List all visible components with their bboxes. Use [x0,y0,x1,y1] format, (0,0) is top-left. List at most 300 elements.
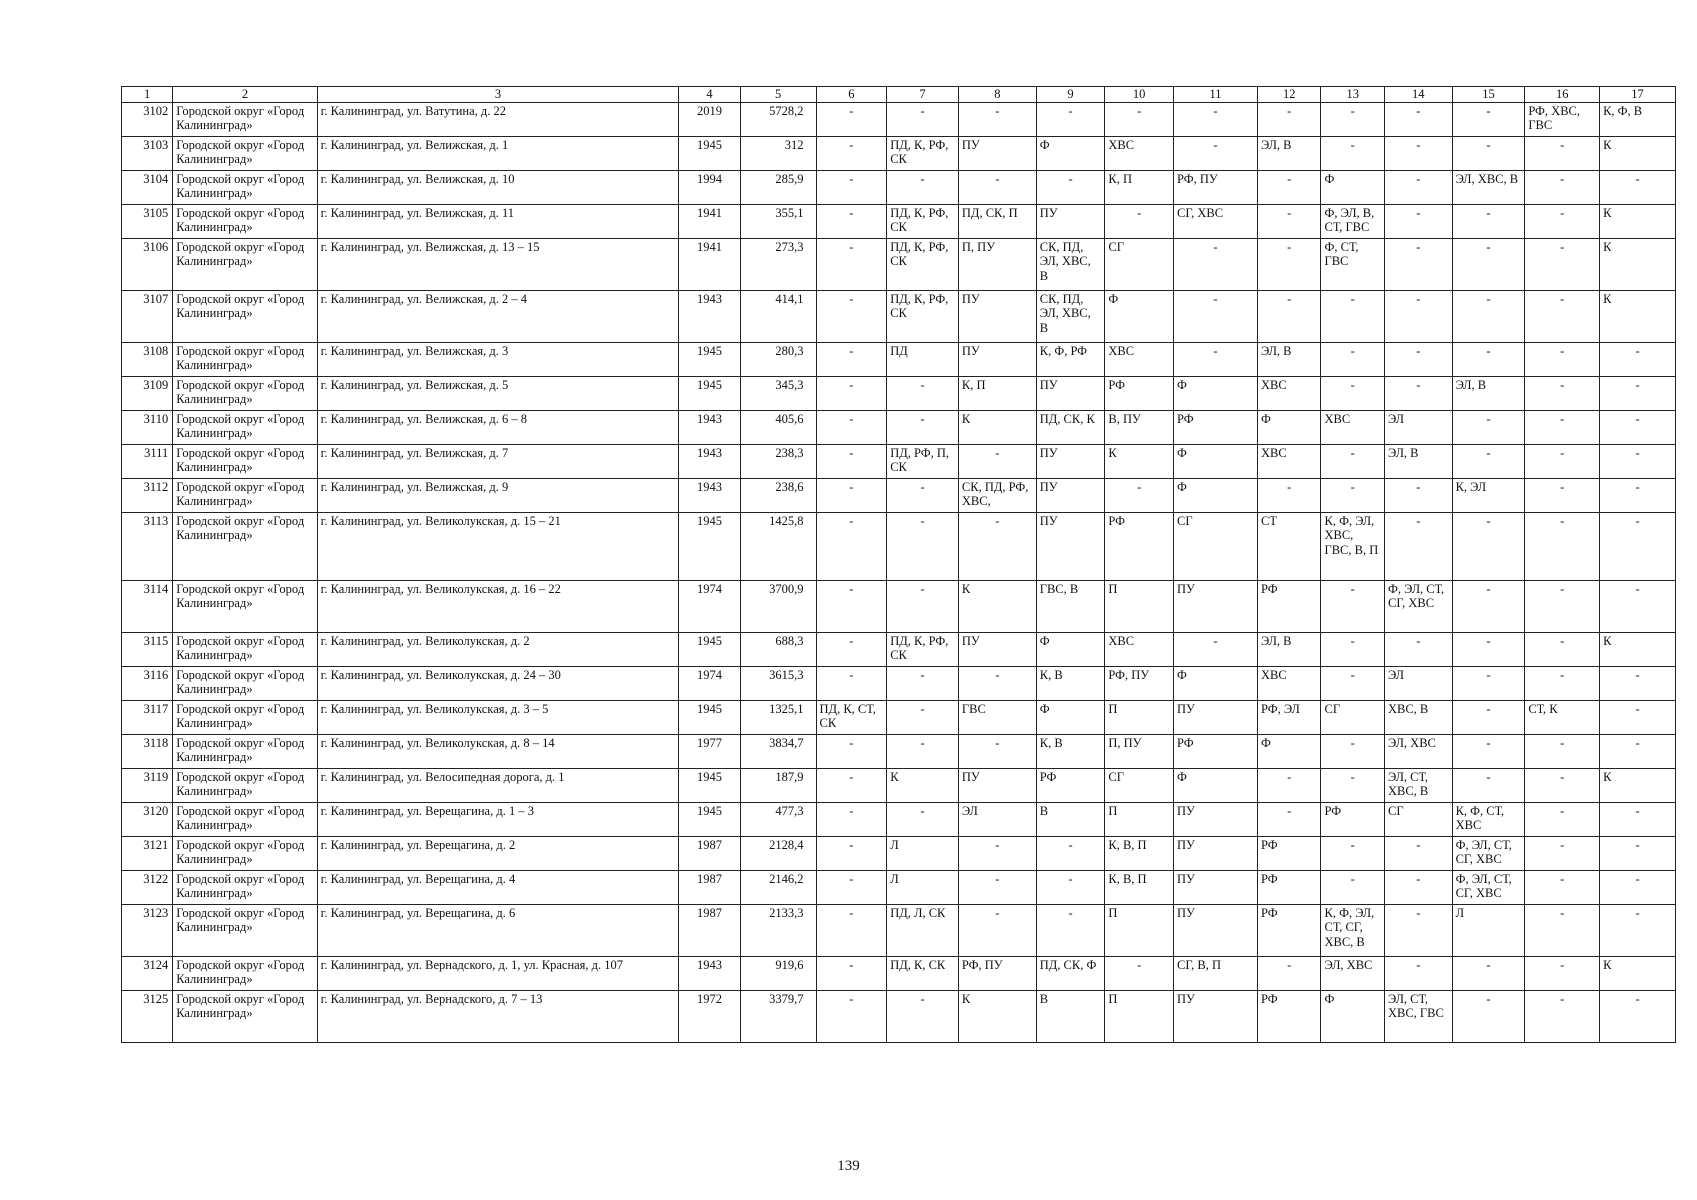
col12-cell: СТ [1257,512,1321,580]
col17-cell: - [1600,170,1676,204]
col16-cell: - [1525,444,1600,478]
col6-cell: - [816,290,887,342]
address-cell: г. Калининград, ул. Великолукская, д. 8 – 14 [317,734,679,768]
table-row [122,802,1676,836]
district-cell: Городской округ «Город Калининград» [173,444,317,478]
col14-cell: ЭЛ, ХВС [1384,734,1452,768]
col9-cell: ПУ [1036,204,1105,238]
address-cell: г. Калининград, ул. Велижская, д. 9 [317,478,679,512]
row-number: 3109 [122,376,173,410]
col6-cell: - [816,410,887,444]
col9-cell: - [1036,836,1105,870]
col16-cell: - [1525,836,1600,870]
col15-cell: - [1452,444,1525,478]
column-header-7: 7 [887,87,959,103]
row-number: 3115 [122,632,173,666]
col9-cell: - [1036,904,1105,956]
col8-cell: ПУ [958,136,1036,170]
col14-cell: - [1384,170,1452,204]
col9-cell: СК, ПД, ЭЛ, ХВС, В [1036,238,1105,290]
row-number: 3103 [122,136,173,170]
table-row [122,768,1676,802]
col15-cell: - [1452,102,1525,136]
col15-cell: - [1452,410,1525,444]
col17-cell: К, Ф, В [1600,102,1676,136]
col12-cell: ХВС [1257,666,1321,700]
address-cell: г. Калининград, ул. Великолукская, д. 24 – 30 [317,666,679,700]
housing-register-table [121,86,1676,1043]
col14-cell: - [1384,238,1452,290]
col6-cell: - [816,632,887,666]
col11-cell: Ф [1173,768,1257,802]
column-header-12: 12 [1257,87,1321,103]
year-cell: 1943 [679,290,740,342]
col7-cell: - [887,700,959,734]
row-number: 3111 [122,444,173,478]
col17-cell: - [1600,904,1676,956]
col14-cell: - [1384,904,1452,956]
year-cell: 1945 [679,700,740,734]
year-cell: 1945 [679,632,740,666]
table-row [122,956,1676,990]
address-cell: г. Калининград, ул. Велижская, д. 5 [317,376,679,410]
address-cell: г. Калининград, ул. Велижская, д. 13 – 15 [317,238,679,290]
row-number: 3106 [122,238,173,290]
col15-cell: - [1452,512,1525,580]
col11-cell: - [1173,238,1257,290]
table-row [122,512,1676,580]
col14-cell: - [1384,632,1452,666]
table-row [122,478,1676,512]
column-header-2: 2 [173,87,317,103]
row-number: 3104 [122,170,173,204]
area-cell: 3615,3 [740,666,816,700]
col6-cell: - [816,238,887,290]
year-cell: 1987 [679,870,740,904]
col17-cell: - [1600,376,1676,410]
col11-cell: ПУ [1173,904,1257,956]
table-row [122,444,1676,478]
col10-cell: К, В, П [1105,870,1174,904]
area-cell: 2128,4 [740,836,816,870]
col8-cell: К, П [958,376,1036,410]
column-header-15: 15 [1452,87,1525,103]
col12-cell: ЭЛ, В [1257,632,1321,666]
table-row [122,666,1676,700]
district-cell: Городской округ «Город Калининград» [173,580,317,632]
col7-cell: ПД, К, СК [887,956,959,990]
column-header-16: 16 [1525,87,1600,103]
col8-cell: К [958,580,1036,632]
col13-cell: - [1321,102,1385,136]
col11-cell: ПУ [1173,580,1257,632]
col10-cell: П [1105,904,1174,956]
area-cell: 1325,1 [740,700,816,734]
col12-cell: ЭЛ, В [1257,136,1321,170]
year-cell: 1945 [679,768,740,802]
col13-cell: - [1321,136,1385,170]
col7-cell: К [887,768,959,802]
col10-cell: П [1105,700,1174,734]
col14-cell: - [1384,836,1452,870]
column-header-10: 10 [1105,87,1174,103]
col7-cell: ПД, К, РФ, СК [887,632,959,666]
col12-cell: - [1257,768,1321,802]
col9-cell: К, В [1036,666,1105,700]
table-row [122,238,1676,290]
col6-cell: - [816,102,887,136]
col16-cell: - [1525,956,1600,990]
col12-cell: - [1257,956,1321,990]
col11-cell: СГ, ХВС [1173,204,1257,238]
district-cell: Городской округ «Город Калининград» [173,802,317,836]
col10-cell: П [1105,802,1174,836]
col16-cell: - [1525,768,1600,802]
col16-cell: РФ, ХВС, ГВС [1525,102,1600,136]
col8-cell: К [958,410,1036,444]
year-cell: 1943 [679,444,740,478]
col12-cell: РФ [1257,836,1321,870]
address-cell: г. Калининград, ул. Велосипедная дорога, д. 1 [317,768,679,802]
area-cell: 3700,9 [740,580,816,632]
col10-cell: СГ [1105,238,1174,290]
col17-cell: - [1600,342,1676,376]
col11-cell: - [1173,632,1257,666]
col12-cell: ЭЛ, В [1257,342,1321,376]
column-header-11: 11 [1173,87,1257,103]
district-cell: Городской округ «Город Калининград» [173,410,317,444]
col6-cell: - [816,444,887,478]
col7-cell: - [887,666,959,700]
column-header-4: 4 [679,87,740,103]
address-cell: г. Калининград, ул. Великолукская, д. 15 – 21 [317,512,679,580]
area-cell: 919,6 [740,956,816,990]
col6-cell: - [816,136,887,170]
district-cell: Городской округ «Город Калининград» [173,734,317,768]
col14-cell: ЭЛ, СТ, ХВС, ГВС [1384,990,1452,1042]
table-row [122,836,1676,870]
district-cell: Городской округ «Город Калининград» [173,204,317,238]
area-cell: 2133,3 [740,904,816,956]
column-header-8: 8 [958,87,1036,103]
district-cell: Городской округ «Город Калининград» [173,512,317,580]
col13-cell: Ф [1321,990,1385,1042]
row-number: 3118 [122,734,173,768]
year-cell: 1994 [679,170,740,204]
col6-cell: - [816,990,887,1042]
col8-cell: СК, ПД, РФ, ХВС, [958,478,1036,512]
district-cell: Городской округ «Город Калининград» [173,768,317,802]
col10-cell: П, ПУ [1105,734,1174,768]
col14-cell: ЭЛ [1384,666,1452,700]
col8-cell: ПУ [958,342,1036,376]
address-cell: г. Калининград, ул. Велижская, д. 1 [317,136,679,170]
col10-cell: РФ [1105,376,1174,410]
district-cell: Городской округ «Город Калининград» [173,990,317,1042]
col15-cell: - [1452,290,1525,342]
col11-cell: РФ, ПУ [1173,170,1257,204]
col16-cell: - [1525,870,1600,904]
col6-cell: - [816,836,887,870]
col6-cell: - [816,802,887,836]
col17-cell: - [1600,990,1676,1042]
col15-cell: - [1452,632,1525,666]
col13-cell: - [1321,632,1385,666]
col10-cell: ХВС [1105,136,1174,170]
col16-cell: - [1525,136,1600,170]
address-cell: г. Калининград, ул. Велижская, д. 2 – 4 [317,290,679,342]
col9-cell: К, В [1036,734,1105,768]
district-cell: Городской округ «Город Калининград» [173,632,317,666]
col12-cell: - [1257,238,1321,290]
col9-cell: К, Ф, РФ [1036,342,1105,376]
col17-cell: - [1600,666,1676,700]
col11-cell: - [1173,290,1257,342]
year-cell: 1972 [679,990,740,1042]
year-cell: 1945 [679,376,740,410]
col13-cell: - [1321,734,1385,768]
col14-cell: ЭЛ, В [1384,444,1452,478]
row-number: 3124 [122,956,173,990]
col9-cell: - [1036,170,1105,204]
col14-cell: ХВС, В [1384,700,1452,734]
col12-cell: РФ, ЭЛ [1257,700,1321,734]
table-row [122,700,1676,734]
col9-cell: ПД, СК, Ф [1036,956,1105,990]
col17-cell: - [1600,444,1676,478]
col7-cell: ПД, Л, СК [887,904,959,956]
col8-cell: - [958,444,1036,478]
header-row [122,87,1676,103]
col7-cell: - [887,170,959,204]
col12-cell: ХВС [1257,376,1321,410]
col11-cell: РФ [1173,410,1257,444]
col6-cell: - [816,204,887,238]
table-row [122,342,1676,376]
col10-cell: - [1105,956,1174,990]
col9-cell: СК, ПД, ЭЛ, ХВС, В [1036,290,1105,342]
year-cell: 1945 [679,342,740,376]
col7-cell: - [887,990,959,1042]
address-cell: г. Калининград, ул. Великолукская, д. 16 – 22 [317,580,679,632]
col8-cell: - [958,904,1036,956]
col15-cell: - [1452,204,1525,238]
col9-cell: ПУ [1036,444,1105,478]
col13-cell: Ф, СТ, ГВС [1321,238,1385,290]
col10-cell: К, П [1105,170,1174,204]
row-number: 3110 [122,410,173,444]
col10-cell: ХВС [1105,342,1174,376]
col8-cell: - [958,666,1036,700]
col12-cell: РФ [1257,904,1321,956]
area-cell: 345,3 [740,376,816,410]
col10-cell: РФ [1105,512,1174,580]
col12-cell: - [1257,204,1321,238]
year-cell: 1943 [679,956,740,990]
address-cell: г. Калининград, ул. Велижская, д. 7 [317,444,679,478]
col7-cell: ПД [887,342,959,376]
col9-cell: ПУ [1036,512,1105,580]
col8-cell: ПУ [958,632,1036,666]
address-cell: г. Калининград, ул. Велижская, д. 3 [317,342,679,376]
col9-cell: В [1036,990,1105,1042]
col6-cell: - [816,870,887,904]
col6-cell: - [816,904,887,956]
col15-cell: - [1452,342,1525,376]
col9-cell: Ф [1036,136,1105,170]
col13-cell: - [1321,666,1385,700]
area-cell: 355,1 [740,204,816,238]
col8-cell: ЭЛ [958,802,1036,836]
col16-cell: - [1525,802,1600,836]
col13-cell: Ф, ЭЛ, В, СТ, ГВС [1321,204,1385,238]
col9-cell: В [1036,802,1105,836]
address-cell: г. Калининград, ул. Верещагина, д. 6 [317,904,679,956]
col16-cell: - [1525,734,1600,768]
col8-cell: - [958,836,1036,870]
col17-cell: К [1600,290,1676,342]
row-number: 3120 [122,802,173,836]
column-header-1: 1 [122,87,173,103]
col16-cell: - [1525,170,1600,204]
col14-cell: - [1384,870,1452,904]
col9-cell: ПД, СК, К [1036,410,1105,444]
table-row [122,632,1676,666]
address-cell: г. Калининград, ул. Верещагина, д. 4 [317,870,679,904]
column-header-3: 3 [317,87,679,103]
year-cell: 1945 [679,512,740,580]
col15-cell: - [1452,580,1525,632]
column-header-6: 6 [816,87,887,103]
area-cell: 187,9 [740,768,816,802]
address-cell: г. Калининград, ул. Вернадского, д. 1, ул. Красная, д. 107 [317,956,679,990]
col8-cell: - [958,170,1036,204]
col8-cell: - [958,870,1036,904]
col9-cell: - [1036,870,1105,904]
col16-cell: - [1525,204,1600,238]
col12-cell: РФ [1257,580,1321,632]
row-number: 3113 [122,512,173,580]
col7-cell: - [887,580,959,632]
area-cell: 273,3 [740,238,816,290]
district-cell: Городской округ «Город Калининград» [173,904,317,956]
col15-cell: К, ЭЛ [1452,478,1525,512]
col15-cell: ЭЛ, В [1452,376,1525,410]
col6-cell: - [816,580,887,632]
col11-cell: ПУ [1173,802,1257,836]
col15-cell: - [1452,990,1525,1042]
column-header-13: 13 [1321,87,1385,103]
col11-cell: Ф [1173,666,1257,700]
col10-cell: - [1105,478,1174,512]
area-cell: 285,9 [740,170,816,204]
area-cell: 238,6 [740,478,816,512]
column-header-17: 17 [1600,87,1676,103]
col7-cell: - [887,734,959,768]
table-row [122,870,1676,904]
col14-cell: ЭЛ, СТ, ХВС, В [1384,768,1452,802]
area-cell: 3834,7 [740,734,816,768]
col12-cell: РФ [1257,990,1321,1042]
address-cell: г. Калининград, ул. Ватутина, д. 22 [317,102,679,136]
col17-cell: - [1600,700,1676,734]
col10-cell: К, В, П [1105,836,1174,870]
district-cell: Городской округ «Город Калининград» [173,956,317,990]
area-cell: 477,3 [740,802,816,836]
district-cell: Городской округ «Город Калининград» [173,666,317,700]
district-cell: Городской округ «Город Калининград» [173,836,317,870]
col13-cell: - [1321,342,1385,376]
col8-cell: ПУ [958,768,1036,802]
year-cell: 1941 [679,238,740,290]
col10-cell: П [1105,580,1174,632]
col14-cell: - [1384,376,1452,410]
col7-cell: ПД, К, РФ, СК [887,290,959,342]
col15-cell: - [1452,734,1525,768]
col16-cell: - [1525,290,1600,342]
col16-cell: - [1525,990,1600,1042]
col12-cell: - [1257,102,1321,136]
col7-cell: ПД, К, РФ, СК [887,136,959,170]
col6-cell: - [816,376,887,410]
district-cell: Городской округ «Город Калининград» [173,700,317,734]
col14-cell: Ф, ЭЛ, СТ, СГ, ХВС [1384,580,1452,632]
row-number: 3117 [122,700,173,734]
col9-cell: ПУ [1036,376,1105,410]
col11-cell: СГ [1173,512,1257,580]
col11-cell: ПУ [1173,990,1257,1042]
col17-cell: К [1600,136,1676,170]
year-cell: 1943 [679,478,740,512]
area-cell: 2146,2 [740,870,816,904]
table-row [122,990,1676,1042]
col11-cell: ПУ [1173,870,1257,904]
col8-cell: К [958,990,1036,1042]
col17-cell: - [1600,870,1676,904]
col11-cell: РФ [1173,734,1257,768]
col6-cell: - [816,170,887,204]
col15-cell: - [1452,666,1525,700]
row-number: 3125 [122,990,173,1042]
col7-cell: - [887,478,959,512]
address-cell: г. Калининград, ул. Вернадского, д. 7 – 13 [317,990,679,1042]
col14-cell: - [1384,204,1452,238]
col11-cell: Ф [1173,478,1257,512]
column-header-5: 5 [740,87,816,103]
col11-cell: СГ, В, П [1173,956,1257,990]
col8-cell: - [958,734,1036,768]
row-number: 3112 [122,478,173,512]
year-cell: 1945 [679,136,740,170]
col9-cell: ГВС, В [1036,580,1105,632]
col17-cell: К [1600,204,1676,238]
year-cell: 1987 [679,836,740,870]
area-cell: 312 [740,136,816,170]
col14-cell: - [1384,342,1452,376]
col13-cell: - [1321,444,1385,478]
col16-cell: - [1525,376,1600,410]
col6-cell: - [816,956,887,990]
col13-cell: К, Ф, ЭЛ, ХВС, ГВС, В, П [1321,512,1385,580]
col17-cell: - [1600,734,1676,768]
col6-cell: - [816,342,887,376]
col16-cell: - [1525,410,1600,444]
row-number: 3114 [122,580,173,632]
col6-cell: - [816,478,887,512]
col16-cell: - [1525,632,1600,666]
col14-cell: - [1384,956,1452,990]
district-cell: Городской округ «Город Калининград» [173,376,317,410]
